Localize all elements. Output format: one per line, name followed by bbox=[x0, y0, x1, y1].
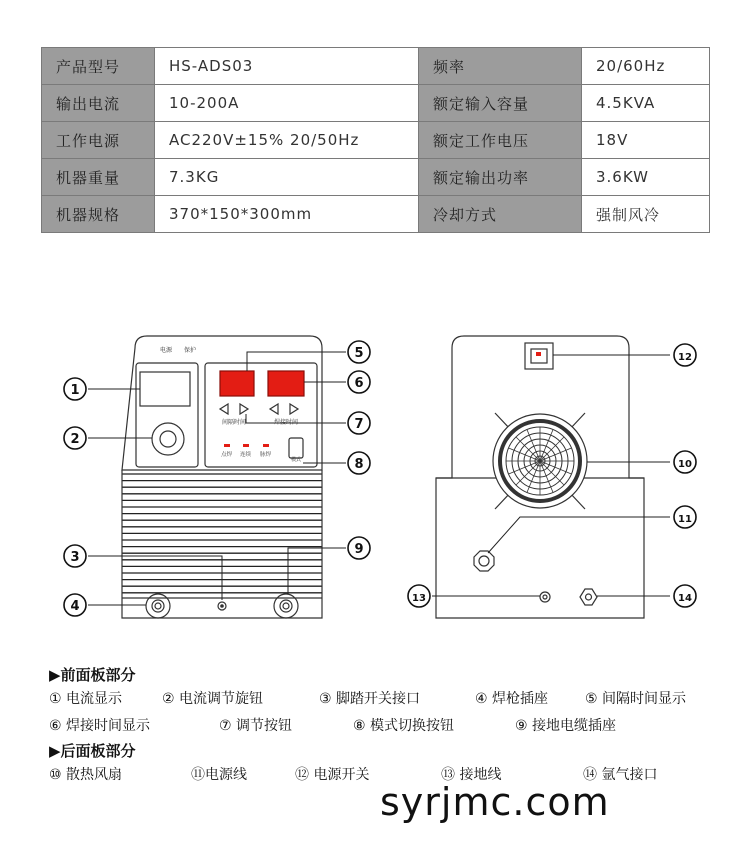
spec-label: 输出电流 bbox=[42, 85, 155, 122]
spec-label: 频率 bbox=[419, 48, 582, 85]
spec-value: 7.3KG bbox=[155, 159, 419, 196]
callout-number: 11 bbox=[678, 514, 692, 525]
spec-row bbox=[42, 85, 710, 122]
spec-table bbox=[41, 47, 710, 233]
spec-row bbox=[42, 196, 710, 233]
spec-value: 4.5KVA bbox=[582, 85, 710, 122]
legend-item: ⑫ 电源开关 bbox=[295, 767, 370, 783]
indicator-label: 脉焊 bbox=[260, 452, 272, 458]
weld-time-display bbox=[268, 371, 304, 396]
interval-time-display bbox=[220, 371, 254, 396]
front-legend-heading: ▶前面板部分 bbox=[49, 666, 136, 684]
spec-label: 冷却方式 bbox=[419, 196, 582, 233]
machine-diagram bbox=[0, 300, 750, 640]
indicator-label: 连续 bbox=[240, 452, 252, 458]
spec-label: 产品型号 bbox=[42, 48, 155, 85]
legend-item: ⑨ 接地电缆插座 bbox=[515, 718, 617, 734]
legend-item: ① 电流显示 bbox=[49, 691, 123, 707]
spec-label: 额定输入容量 bbox=[419, 85, 582, 122]
front-legend-row bbox=[49, 713, 739, 740]
callout-number: 4 bbox=[70, 599, 80, 614]
indicator-led bbox=[263, 444, 269, 447]
legend-item: ⑬ 接地线 bbox=[441, 767, 502, 783]
callout-number: 3 bbox=[70, 550, 80, 565]
callout-number: 1 bbox=[70, 383, 80, 398]
weld-time-label: 焊接时间 bbox=[274, 419, 299, 426]
watermark: syrjmc.com bbox=[380, 780, 610, 824]
legend-item: ⑦ 调节按钮 bbox=[219, 718, 293, 734]
spec-label: 额定工作电压 bbox=[419, 122, 582, 159]
power-label: 电源 bbox=[160, 347, 173, 354]
spec-row bbox=[42, 48, 710, 85]
indicator-led bbox=[243, 444, 249, 447]
legend-item: ⑭ 氩气接口 bbox=[583, 767, 658, 783]
legend-item: ③ 脚踏开关接口 bbox=[319, 691, 421, 707]
legend-item: ⑥ 焊接时间显示 bbox=[49, 718, 151, 734]
callout-number: 10 bbox=[678, 459, 692, 470]
rear-panel bbox=[436, 336, 644, 618]
callout-number: 2 bbox=[70, 432, 80, 447]
front-legend-row bbox=[49, 686, 739, 713]
indicator-label: 点焊 bbox=[221, 452, 233, 458]
legend-item: ② 电流调节旋钮 bbox=[162, 691, 264, 707]
callout-number: 12 bbox=[678, 352, 692, 363]
legend-item: ⑩ 散热风扇 bbox=[49, 767, 123, 783]
spec-row bbox=[42, 159, 710, 196]
callout-number: 14 bbox=[678, 593, 692, 604]
spec-value: AC220V±15% 20/50Hz bbox=[155, 122, 419, 159]
spec-value: 10-200A bbox=[155, 85, 419, 122]
parts-legend bbox=[49, 664, 739, 789]
spec-label: 额定输出功率 bbox=[419, 159, 582, 196]
callout-number: 6 bbox=[354, 376, 364, 391]
callout-number: 13 bbox=[412, 593, 426, 604]
legend-item: ④ 焊枪插座 bbox=[475, 691, 549, 707]
callout-number: 9 bbox=[354, 542, 364, 557]
callout-number: 5 bbox=[354, 346, 364, 361]
spec-value: HS-ADS03 bbox=[155, 48, 419, 85]
mode-label: 模式 bbox=[291, 457, 302, 463]
spec-value: 18V bbox=[582, 122, 710, 159]
spec-label: 机器重量 bbox=[42, 159, 155, 196]
callout-number: 7 bbox=[354, 417, 364, 432]
callout-number: 8 bbox=[354, 457, 364, 472]
spec-label: 工作电源 bbox=[42, 122, 155, 159]
legend-item: ⑧ 模式切换按钮 bbox=[353, 718, 455, 734]
rear-legend-heading: ▶后面板部分 bbox=[49, 742, 136, 760]
legend-item: ⑪电源线 bbox=[191, 767, 247, 783]
spec-row bbox=[42, 122, 710, 159]
protect-label: 保护 bbox=[184, 347, 197, 354]
indicator-led bbox=[224, 444, 230, 447]
spec-value: 20/60Hz bbox=[582, 48, 710, 85]
spec-value: 强制风冷 bbox=[582, 196, 710, 233]
spec-value: 3.6KW bbox=[582, 159, 710, 196]
interval-time-label: 间隔时间 bbox=[222, 419, 247, 426]
legend-item: ⑤ 间隔时间显示 bbox=[585, 691, 687, 707]
spec-value: 370*150*300mm bbox=[155, 196, 419, 233]
spec-label: 机器规格 bbox=[42, 196, 155, 233]
